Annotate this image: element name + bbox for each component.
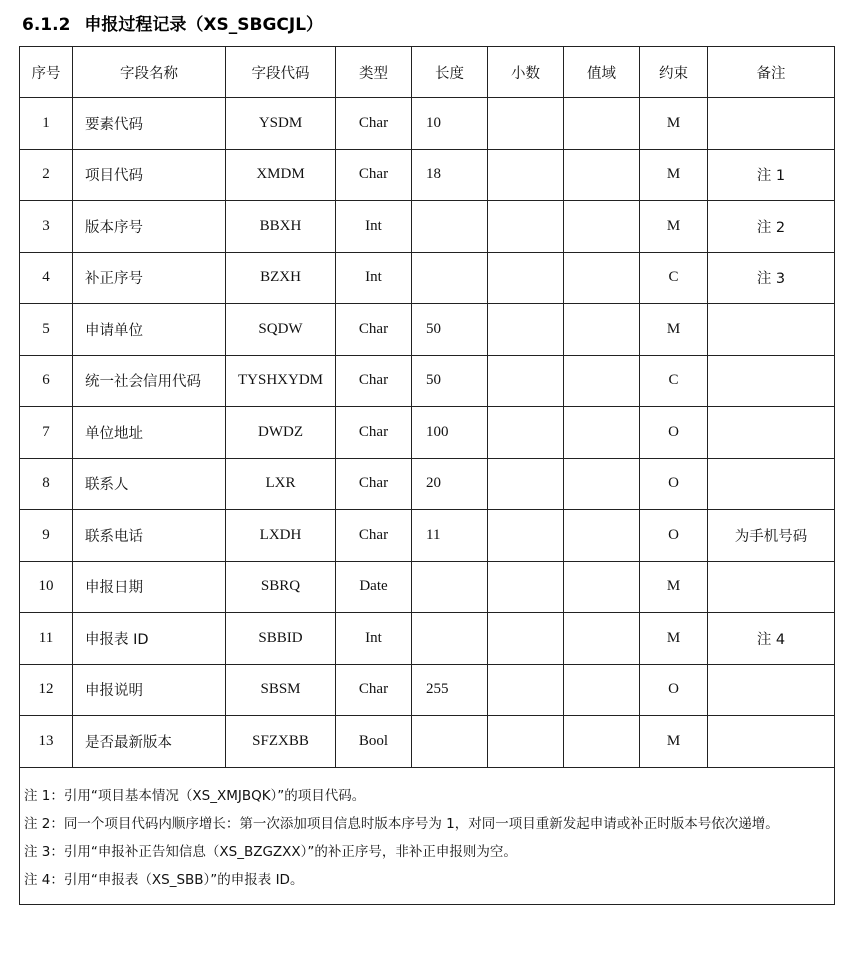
cell-field-code: BZXH	[226, 252, 336, 304]
table-row	[20, 407, 835, 459]
cell-remarks: 注 1	[708, 149, 835, 201]
cell-remarks	[708, 458, 835, 510]
cell-field-code: XMDM	[226, 149, 336, 201]
cell-length	[412, 613, 488, 665]
table-row	[20, 149, 835, 201]
field-spec-table	[19, 46, 835, 905]
cell-remarks: 注 3	[708, 252, 835, 304]
cell-decimals	[488, 561, 564, 613]
table-row	[20, 304, 835, 356]
cell-type: Date	[336, 561, 412, 613]
cell-constraint: M	[640, 561, 708, 613]
cell-field-code: SFZXBB	[226, 716, 336, 768]
cell-length	[412, 561, 488, 613]
col-header-length: 长度	[412, 47, 488, 98]
cell-length: 50	[412, 304, 488, 356]
cell-length	[412, 201, 488, 253]
cell-field-name: 申请单位	[73, 304, 226, 356]
cell-decimals	[488, 407, 564, 459]
cell-length: 100	[412, 407, 488, 459]
cell-field-name: 要素代码	[73, 98, 226, 150]
table-row	[20, 664, 835, 716]
cell-value-domain	[564, 613, 640, 665]
cell-decimals	[488, 252, 564, 304]
cell-remarks	[708, 561, 835, 613]
cell-type: Int	[336, 252, 412, 304]
cell-field-name: 是否最新版本	[73, 716, 226, 768]
cell-field-name: 统一社会信用代码	[73, 355, 226, 407]
cell-value-domain	[564, 304, 640, 356]
cell-field-name: 单位地址	[73, 407, 226, 459]
cell-value-domain	[564, 98, 640, 150]
col-header-value-domain: 值域	[564, 47, 640, 98]
cell-constraint: O	[640, 458, 708, 510]
table-row	[20, 510, 835, 562]
cell-remarks	[708, 355, 835, 407]
cell-type: Char	[336, 510, 412, 562]
cell-constraint: C	[640, 355, 708, 407]
cell-index: 10	[20, 561, 73, 613]
cell-length: 20	[412, 458, 488, 510]
cell-field-name: 申报表 ID	[73, 613, 226, 665]
section-title: 申报过程记录（XS_SBGCJL）	[84, 15, 324, 35]
cell-index: 13	[20, 716, 73, 768]
cell-type: Int	[336, 201, 412, 253]
cell-decimals	[488, 304, 564, 356]
cell-field-code: SBBID	[226, 613, 336, 665]
table-row	[20, 98, 835, 150]
cell-remarks: 为手机号码	[708, 510, 835, 562]
cell-field-code: SQDW	[226, 304, 336, 356]
cell-type: Char	[336, 407, 412, 459]
cell-decimals	[488, 664, 564, 716]
cell-index: 2	[20, 149, 73, 201]
cell-remarks	[708, 98, 835, 150]
col-header-index: 序号	[20, 47, 73, 98]
col-header-field-name: 字段名称	[73, 47, 226, 98]
cell-constraint: M	[640, 613, 708, 665]
table-row	[20, 458, 835, 510]
cell-value-domain	[564, 407, 640, 459]
cell-value-domain	[564, 201, 640, 253]
cell-constraint: M	[640, 201, 708, 253]
cell-field-name: 联系人	[73, 458, 226, 510]
cell-field-name: 申报说明	[73, 664, 226, 716]
cell-value-domain	[564, 561, 640, 613]
cell-index: 1	[20, 98, 73, 150]
cell-index: 11	[20, 613, 73, 665]
table-row	[20, 561, 835, 613]
cell-length: 50	[412, 355, 488, 407]
cell-remarks	[708, 716, 835, 768]
cell-remarks	[708, 407, 835, 459]
cell-type: Char	[336, 458, 412, 510]
cell-remarks	[708, 304, 835, 356]
cell-remarks: 注 4	[708, 613, 835, 665]
cell-length: 10	[412, 98, 488, 150]
cell-length: 255	[412, 664, 488, 716]
cell-type: Bool	[336, 716, 412, 768]
cell-type: Char	[336, 304, 412, 356]
cell-decimals	[488, 716, 564, 768]
cell-type: Char	[336, 98, 412, 150]
cell-decimals	[488, 458, 564, 510]
cell-length	[412, 716, 488, 768]
cell-value-domain	[564, 664, 640, 716]
cell-length	[412, 252, 488, 304]
cell-value-domain	[564, 149, 640, 201]
cell-decimals	[488, 201, 564, 253]
cell-index: 5	[20, 304, 73, 356]
cell-field-code: LXDH	[226, 510, 336, 562]
notes-cell	[20, 767, 835, 904]
cell-field-code: SBRQ	[226, 561, 336, 613]
cell-constraint: M	[640, 149, 708, 201]
cell-decimals	[488, 355, 564, 407]
header-row	[20, 47, 835, 98]
cell-field-code: BBXH	[226, 201, 336, 253]
cell-remarks: 注 2	[708, 201, 835, 253]
cell-value-domain	[564, 510, 640, 562]
cell-decimals	[488, 149, 564, 201]
col-header-field-code: 字段代码	[226, 47, 336, 98]
table-row	[20, 613, 835, 665]
cell-decimals	[488, 98, 564, 150]
col-header-constraint: 约束	[640, 47, 708, 98]
cell-field-name: 版本序号	[73, 201, 226, 253]
cell-constraint: M	[640, 304, 708, 356]
cell-index: 3	[20, 201, 73, 253]
cell-index: 7	[20, 407, 73, 459]
col-header-decimals: 小数	[488, 47, 564, 98]
cell-constraint: O	[640, 407, 708, 459]
cell-type: Char	[336, 664, 412, 716]
note-3: 注 3：引用“申报补正告知信息（XS_BZGZXX）”的补正序号，非补正申报则为空。	[24, 843, 517, 860]
col-header-remarks: 备注	[708, 47, 835, 98]
table-row	[20, 355, 835, 407]
cell-decimals	[488, 510, 564, 562]
table-row	[20, 716, 835, 768]
cell-value-domain	[564, 355, 640, 407]
cell-index: 12	[20, 664, 73, 716]
cell-field-name: 项目代码	[73, 149, 226, 201]
note-2: 注 2：同一个项目代码内顺序增长：第一次添加项目信息时版本序号为 1，对同一项目重新发起申请或补正时版本号依次递增。	[24, 815, 779, 832]
cell-decimals	[488, 613, 564, 665]
cell-length: 18	[412, 149, 488, 201]
section-heading	[22, 10, 323, 40]
cell-constraint: O	[640, 664, 708, 716]
cell-constraint: M	[640, 98, 708, 150]
table-row	[20, 252, 835, 304]
cell-type: Int	[336, 613, 412, 665]
cell-index: 6	[20, 355, 73, 407]
cell-length: 11	[412, 510, 488, 562]
section-number: 6.1.2	[22, 15, 71, 35]
cell-constraint: C	[640, 252, 708, 304]
cell-value-domain	[564, 252, 640, 304]
cell-value-domain	[564, 716, 640, 768]
cell-field-code: LXR	[226, 458, 336, 510]
notes-row	[20, 767, 835, 904]
cell-field-code: TYSHXYDM	[226, 355, 336, 407]
note-4: 注 4：引用“申报表（XS_SBB）”的申报表 ID。	[24, 871, 304, 888]
col-header-type: 类型	[336, 47, 412, 98]
note-1: 注 1：引用“项目基本情况（XS_XMJBQK）”的项目代码。	[24, 787, 366, 804]
cell-field-name: 补正序号	[73, 252, 226, 304]
cell-index: 8	[20, 458, 73, 510]
cell-field-code: YSDM	[226, 98, 336, 150]
cell-field-code: DWDZ	[226, 407, 336, 459]
cell-value-domain	[564, 458, 640, 510]
cell-remarks	[708, 664, 835, 716]
cell-constraint: M	[640, 716, 708, 768]
cell-constraint: O	[640, 510, 708, 562]
table-row	[20, 201, 835, 253]
cell-index: 9	[20, 510, 73, 562]
cell-index: 4	[20, 252, 73, 304]
cell-field-name: 申报日期	[73, 561, 226, 613]
cell-type: Char	[336, 355, 412, 407]
cell-type: Char	[336, 149, 412, 201]
cell-field-name: 联系电话	[73, 510, 226, 562]
cell-field-code: SBSM	[226, 664, 336, 716]
